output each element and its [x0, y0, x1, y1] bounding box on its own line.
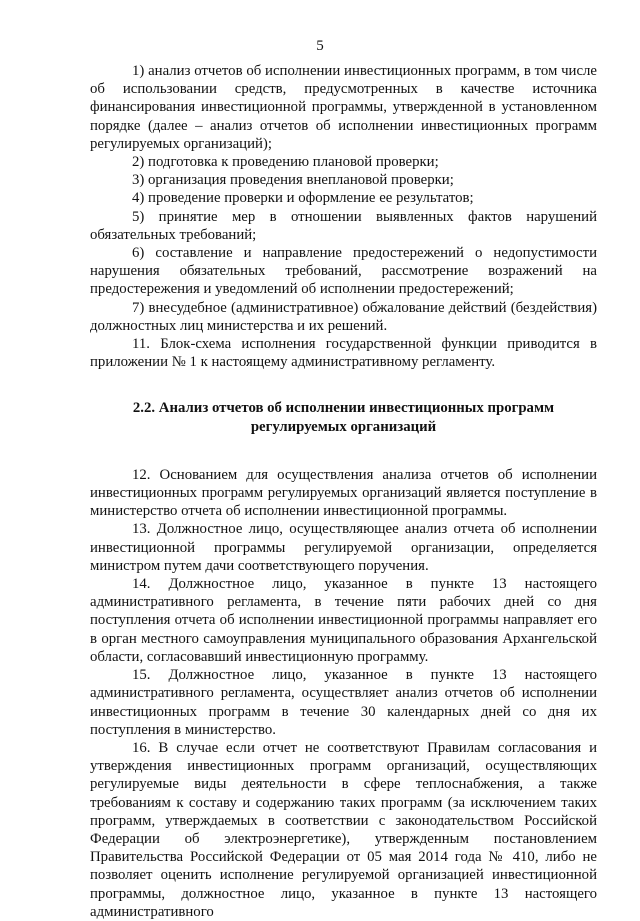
document-body: [90, 62, 597, 921]
section-heading-line-2: регулируемых организаций: [250, 418, 437, 435]
paragraph-16: 16. В случае если отчет не соответствуют Правилам согласования и утверждения инвестиционных программ организаций, осуществляющих регулируемые виды деятельности в сфере теплоснабжения, а также требованиям к составу и содержанию таких программ (за исключением таких программ, утверждаемых в соответствии с законодательством Российской Федерации об электроэнергетике), утвержденным постановлением Правительства Российской Федерации от 05 мая 2014 года № 410, либо не позволяет оценить исполнение регулируемой организацией инвестиционной программы, должностное лицо, указанное в пункте 13 настоящего административного: [90, 739, 597, 920]
section-heading: [90, 399, 597, 435]
paragraph-item-7-appeal: 7) внесудебное (административное) обжалование действий (бездействия) должностных лиц министерства и их решений.: [90, 299, 597, 334]
paragraph-item-2-planned-check: 2) подготовка к проведению плановой проверки;: [132, 154, 439, 171]
paragraph-13: 13. Должностное лицо, осуществляющее анализ отчета об исполнении инвестиционной программы регулируемой организации, определяется министром путем дачи соответствующего поручения.: [90, 521, 597, 574]
paragraph-item-4-conduct-check: 4) проведение проверки и оформление ее результатов;: [132, 190, 474, 207]
paragraph-item-5-measures: 5) принятие мер в отношении выявленных фактов нарушений обязательных требований;: [90, 208, 597, 243]
paragraph-item-6-warnings: 6) составление и направление предостережений о недопустимости нарушения обязательных требований, рассмотрение возражений на предостережения и уведомлений об исполнении предостережений;: [90, 245, 597, 298]
paragraph-12: 12. Основанием для осуществления анализа отчетов об исполнении инвестиционных программ регулируемых организаций является поступление в министерство отчета об исполнении инвестиционной программы.: [90, 466, 597, 520]
paragraph-item-1-analysis: 1) анализ отчетов об исполнении инвестиционных программ, в том числе об использовании средств, предусмотренных в качестве источника финансирования инвестиционной программы, утвержденной в установленном порядке (далее – анализ отчетов об исполнении инвестиционных программ регулируемых организаций);: [90, 63, 597, 152]
section-heading-line-1: 2.2. Анализ отчетов об исполнении инвестиционных программ: [132, 400, 555, 417]
paragraph-item-3-unplanned-check: 3) организация проведения внеплановой проверки;: [132, 172, 454, 189]
paragraph-15: 15. Должностное лицо, указанное в пункте 13 настоящего административного регламента, осуществляет анализ отчетов об исполнении инвестиционных программ в течение 30 календарных дней со дня их поступления в министерство.: [90, 667, 597, 738]
page-number: 5: [316, 38, 324, 54]
paragraph-11: 11. Блок-схема исполнения государственной функции приводится в приложении № 1 к настоящему административному регламенту.: [90, 336, 597, 371]
paragraph-14: 14. Должностное лицо, указанное в пункте 13 настоящего административного регламента, в течение пяти рабочих дней со дня поступления отчета об исполнении инвестиционной программы направляет его в орган местного самоуправления муниципального образования Архангельской области, согласовавший инвестиционную программу.: [90, 576, 597, 665]
